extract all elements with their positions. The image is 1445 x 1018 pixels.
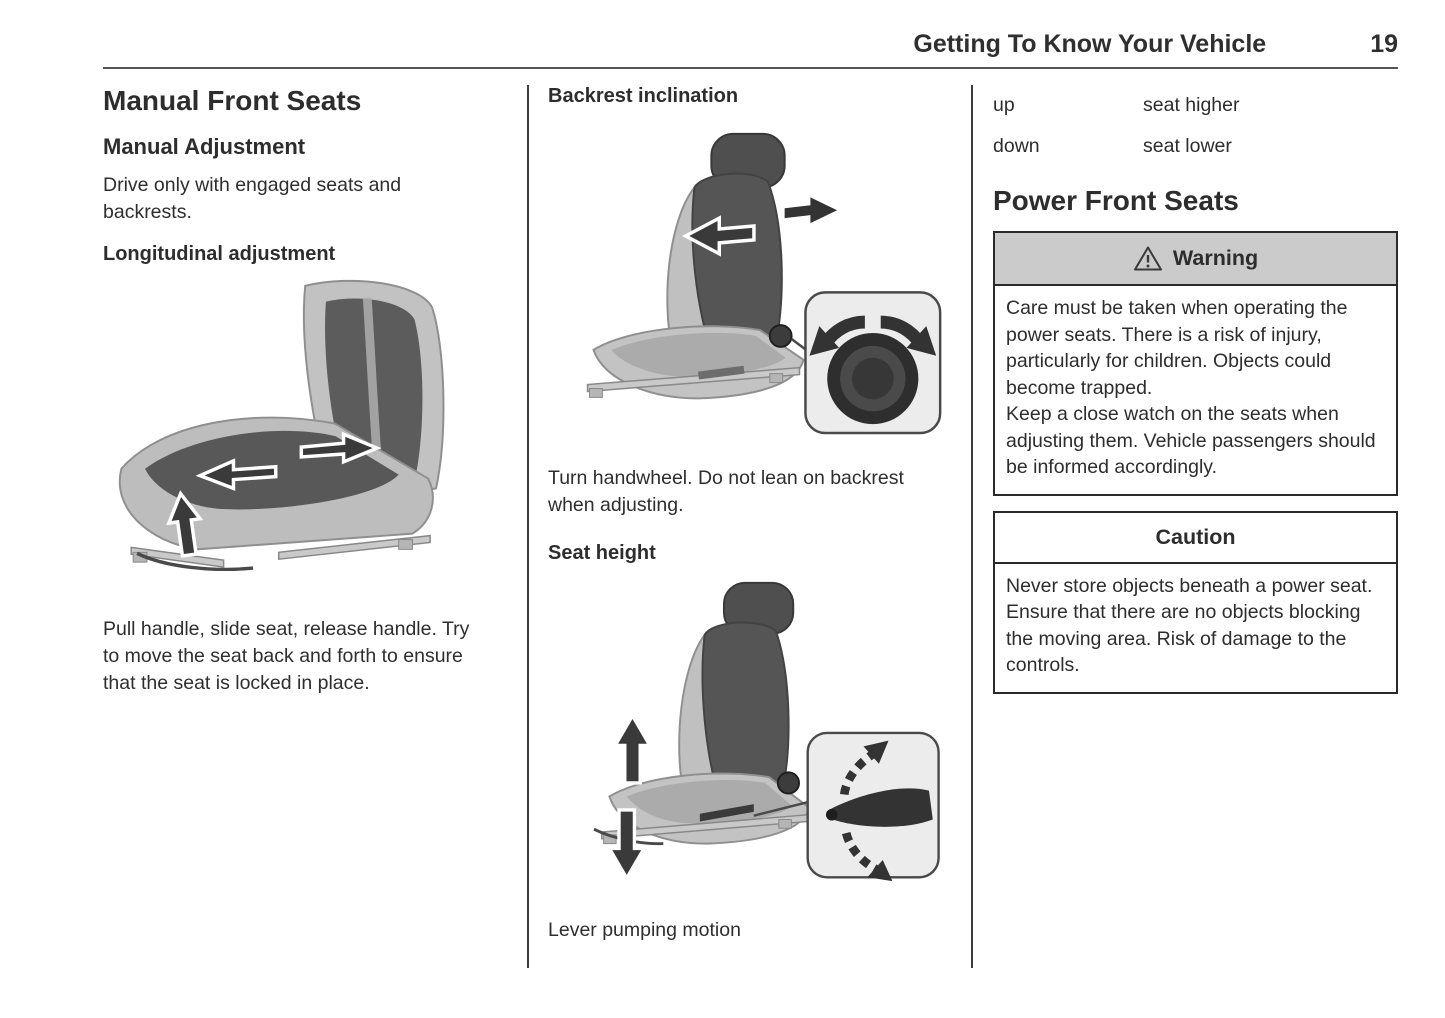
up-down-table: [993, 92, 1398, 160]
subsection-heading-backrest-inclination: Backrest inclination: [548, 85, 739, 107]
chapter-title: Getting To Know Your Vehicle: [913, 30, 1267, 58]
subsection-heading-longitudinal-adjustment: Longitudinal adjustment: [103, 243, 336, 266]
column-power-front-seats: [993, 85, 1398, 694]
seat-height-caption: Lever pumping motion: [548, 919, 741, 941]
caution-box-header: [995, 513, 1396, 564]
table-description: seat lower: [1143, 135, 1232, 157]
warning-paragraph: Care must be taken when operating the power seats. There is a risk of injury, particularly for children. Objects could become trapped.: [1006, 297, 1348, 399]
caution-box-body: Never store objects beneath a power seat. Ensure that there are no objects blocking the moving area. Risk of damage to the controls.: [1006, 574, 1373, 677]
caution-box: [993, 511, 1398, 694]
caution-title: Caution: [1155, 524, 1236, 549]
intro-text: Drive only with engaged seats and backrests.: [103, 174, 402, 224]
warning-triangle-icon: [1133, 245, 1163, 272]
warning-title: Warning: [1172, 246, 1259, 271]
warning-box-header: [995, 233, 1396, 286]
column-backrest-seatheight: [548, 85, 952, 944]
backrest-caption: Turn handwheel. Do not lean on backrest when adjusting.: [548, 467, 904, 516]
backrest-inclination-illustration: [548, 126, 948, 438]
subsection-heading-manual-adjustment: Manual Adjustment: [103, 134, 306, 160]
page-header: [103, 30, 1398, 59]
warning-box-body: [995, 286, 1396, 494]
longitudinal-adjustment-illustration: [103, 276, 478, 571]
page-number: 19: [1370, 30, 1398, 58]
header-rule: [103, 67, 1398, 69]
column-divider-right: [971, 85, 973, 968]
table-term: up: [993, 94, 1015, 116]
column-divider-left: [527, 85, 529, 968]
section-heading-power-front-seats: Power Front Seats: [993, 185, 1239, 216]
table-term: down: [993, 135, 1040, 157]
section-heading-manual-front-seats: Manual Front Seats: [103, 85, 362, 116]
seat-height-illustration: [548, 577, 948, 885]
warning-box: [993, 231, 1398, 496]
column-manual-front-seats: [103, 85, 481, 697]
table-description: seat higher: [1143, 94, 1240, 116]
warning-paragraph: Keep a close watch on the seats when adjusting them. Vehicle passengers should be informed accordingly.: [1006, 403, 1376, 479]
longitudinal-caption: Pull handle, slide seat, release handle. Try to move the seat back and forth to ensure that the seat is locked in place.: [103, 618, 470, 695]
subsection-heading-seat-height: Seat height: [548, 542, 656, 564]
